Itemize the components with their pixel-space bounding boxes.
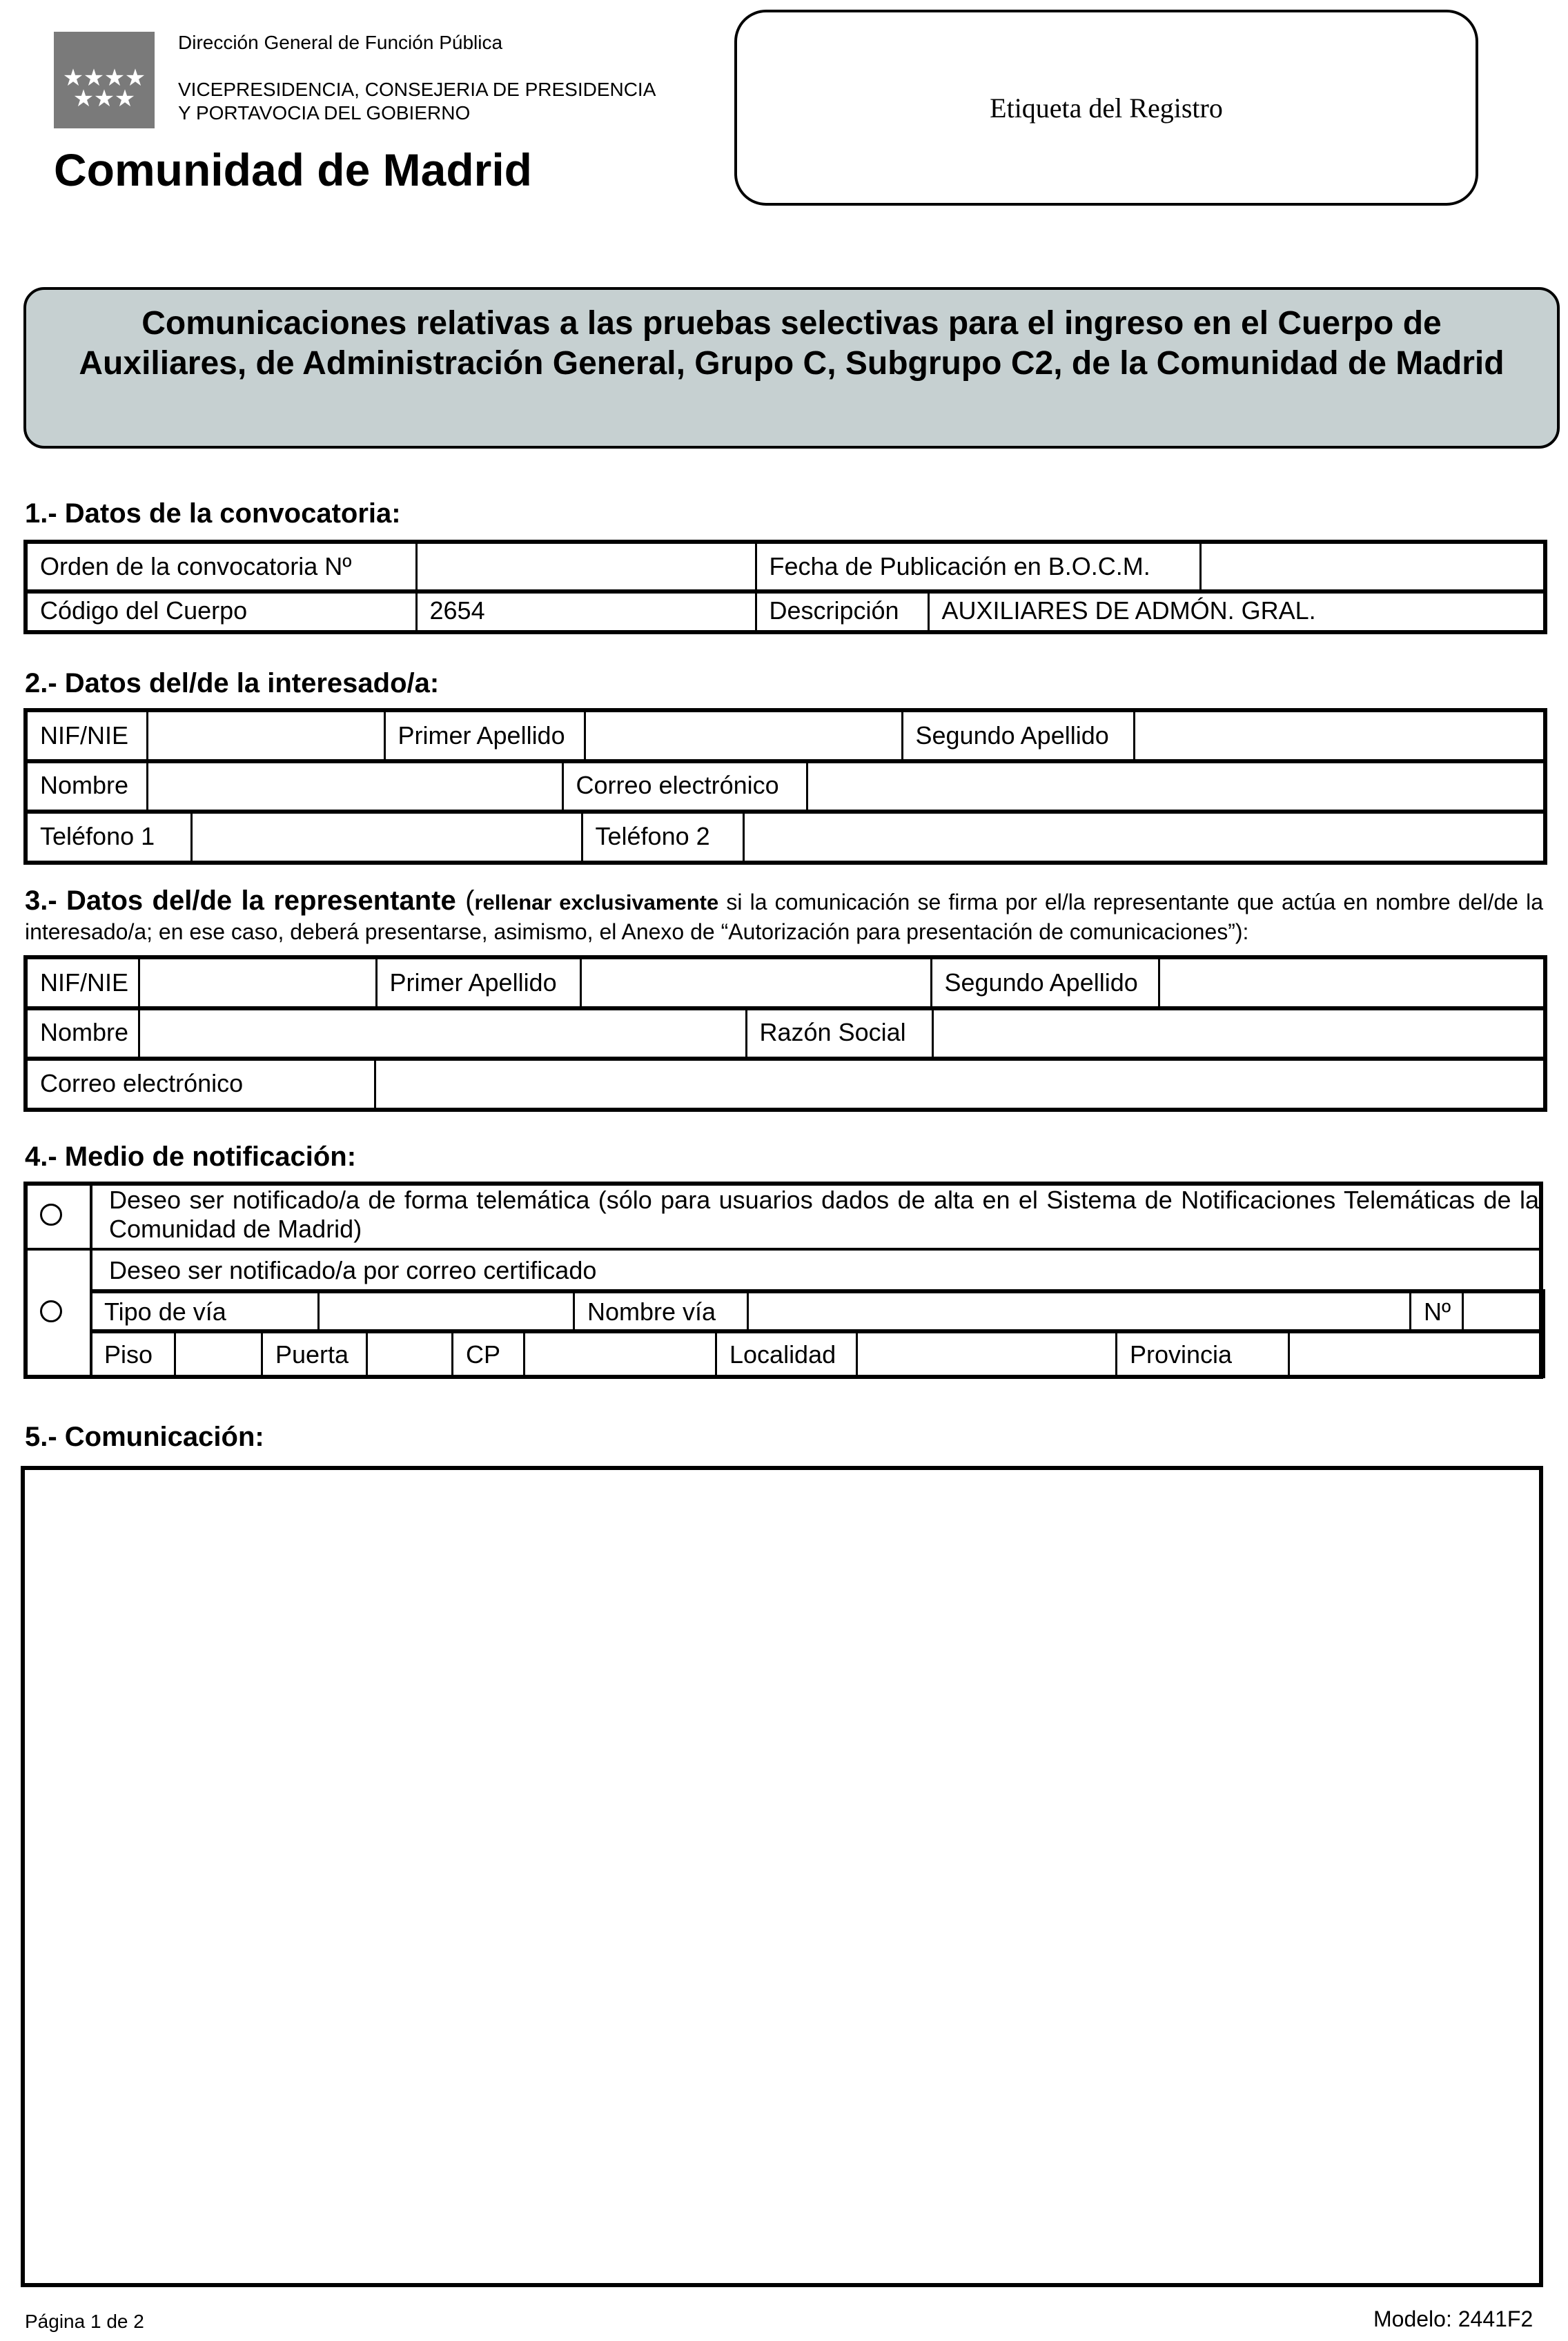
rep-razon-social-field[interactable] [932,1008,1545,1059]
address-row1 [90,1289,1545,1333]
fecha-field[interactable] [1200,542,1545,591]
telefono1-label: Teléfono 1 [26,812,191,863]
cp-label: CP [453,1331,525,1377]
correo-label: Correo electrónico [562,761,807,812]
section2-row2 [23,759,1547,814]
descripcion-field[interactable]: AUXILIARES DE ADMÓN. GRAL. [928,591,1545,632]
telefono2-field[interactable] [743,812,1545,863]
nif-label: NIF/NIE [26,710,147,761]
descripcion-label: Descripción [756,591,928,632]
radio-correo[interactable] [40,1300,62,1322]
star-icon [54,32,155,128]
registry-label-box [734,10,1478,206]
localidad-field[interactable] [857,1331,1117,1377]
segundo-apellido-field[interactable] [1134,710,1545,761]
section3-intro-rest: si la comunicación se firma por el/la representante que actúa en nombre del/de la interesado/a; en ese caso, deberá presentarse, asimismo, el Anexo de “Autorización para presentación de comunicaciones”): [25,890,1543,944]
primer-apellido-field[interactable] [585,710,902,761]
section1-table-row2 [23,589,1547,634]
section3-intro [25,886,1543,946]
modelo-number: Modelo: 2441F2 [1373,2306,1533,2331]
correo-field[interactable] [807,761,1545,812]
section3-intro-bold: rellenar exclusivamente [474,890,719,914]
madrid-logo [54,32,155,128]
rep-razon-social-label: Razón Social [746,1008,932,1059]
radio-telematica[interactable] [40,1204,62,1226]
orden-label: Orden de la convocatoria Nº [26,542,416,591]
ministry-line-1: VICEPRESIDENCIA, CONSEJERIA DE PRESIDENCIA [178,79,656,100]
tipo-via-label: Tipo de vía [91,1291,319,1331]
rep-primer-apellido-field[interactable] [580,957,931,1008]
form-title [23,287,1560,449]
svg-text:★: ★ [83,64,105,92]
svg-text:★: ★ [124,64,146,92]
svg-text:★: ★ [62,64,84,92]
nombre-via-label: Nombre vía [574,1291,748,1331]
rep-primer-apellido-label: Primer Apellido [376,957,580,1008]
section2-row3 [23,810,1547,865]
numero-label: Nº [1411,1291,1463,1331]
tipo-via-field[interactable] [319,1291,574,1331]
svg-text:★: ★ [104,64,126,92]
rep-correo-label: Correo electrónico [26,1059,375,1110]
section3-paren: ( [455,885,475,916]
numero-field[interactable] [1463,1291,1545,1331]
comunicacion-textarea[interactable] [21,1466,1543,2287]
cp-field[interactable] [525,1331,716,1377]
rep-nif-label: NIF/NIE [26,957,139,1008]
registry-label: Etiqueta del Registro [990,92,1223,124]
codigo-label: Código del Cuerpo [26,591,416,632]
rep-nombre-label: Nombre [26,1008,139,1059]
rep-nif-field[interactable] [139,957,376,1008]
segundo-apellido-label: Segundo Apellido [902,710,1134,761]
form-title-line-1: Comunicaciones relativas a las pruebas selectivas para el ingreso en el Cuerpo de [141,305,1442,342]
section3-row2 [23,1006,1547,1061]
directorate-name: Dirección General de Función Pública [178,32,503,53]
section3-row1 [23,955,1547,1010]
provincia-label: Provincia [1117,1331,1289,1377]
section3-heading: 3.- Datos del/de la representante [25,885,456,916]
svg-text:★: ★ [114,85,136,112]
correo-text: Deseo ser notificado/a por correo certificado [109,1256,597,1284]
puerta-field[interactable] [367,1331,453,1377]
nif-field[interactable] [147,710,384,761]
piso-label: Piso [91,1331,175,1377]
address-row2 [90,1329,1545,1378]
section2-row1 [23,708,1547,763]
primer-apellido-label: Primer Apellido [384,710,585,761]
section5-heading: 5.- Comunicación: [25,1422,264,1452]
page-number: Página 1 de 2 [25,2311,144,2332]
form-title-line-2: Auxiliares, de Administración General, Grupo C, Subgrupo C2, de la Comunidad de Madrid [79,345,1505,382]
piso-field[interactable] [175,1331,262,1377]
section3-row3 [23,1057,1547,1112]
rep-correo-field[interactable] [375,1059,1545,1110]
codigo-field[interactable]: 2654 [416,591,756,632]
svg-text:★: ★ [72,85,95,112]
section1-heading: 1.- Datos de la convocatoria: [25,498,401,529]
telefono2-label: Teléfono 2 [582,812,743,863]
nombre-label: Nombre [26,761,147,812]
telematica-text: Deseo ser notificado/a de forma telemática (sólo para usuarios dados de alta en el Sistema de Notificaciones Telemáticas de la Comunidad de Madrid) [109,1186,1539,1243]
brand-title: Comunidad de Madrid [54,144,532,195]
section1-table [23,540,1547,594]
nombre-field[interactable] [147,761,562,812]
section4-heading: 4.- Medio de notificación: [25,1142,357,1172]
telefono1-field[interactable] [191,812,582,863]
puerta-label: Puerta [262,1331,367,1377]
provincia-field[interactable] [1289,1331,1545,1377]
section2-heading: 2.- Datos del/de la interesado/a: [25,668,440,698]
ministry-line-2: Y PORTAVOCIA DEL GOBIERNO [178,102,471,124]
localidad-label: Localidad [716,1331,857,1377]
svg-text:★: ★ [93,85,115,112]
rep-segundo-apellido-field[interactable] [1159,957,1545,1008]
rep-segundo-apellido-label: Segundo Apellido [931,957,1159,1008]
fecha-label: Fecha de Publicación en B.O.C.M. [756,542,1200,591]
rep-nombre-field[interactable] [139,1008,746,1059]
section4-divider [23,1248,1543,1251]
orden-field[interactable] [416,542,756,591]
nombre-via-field[interactable] [748,1291,1411,1331]
